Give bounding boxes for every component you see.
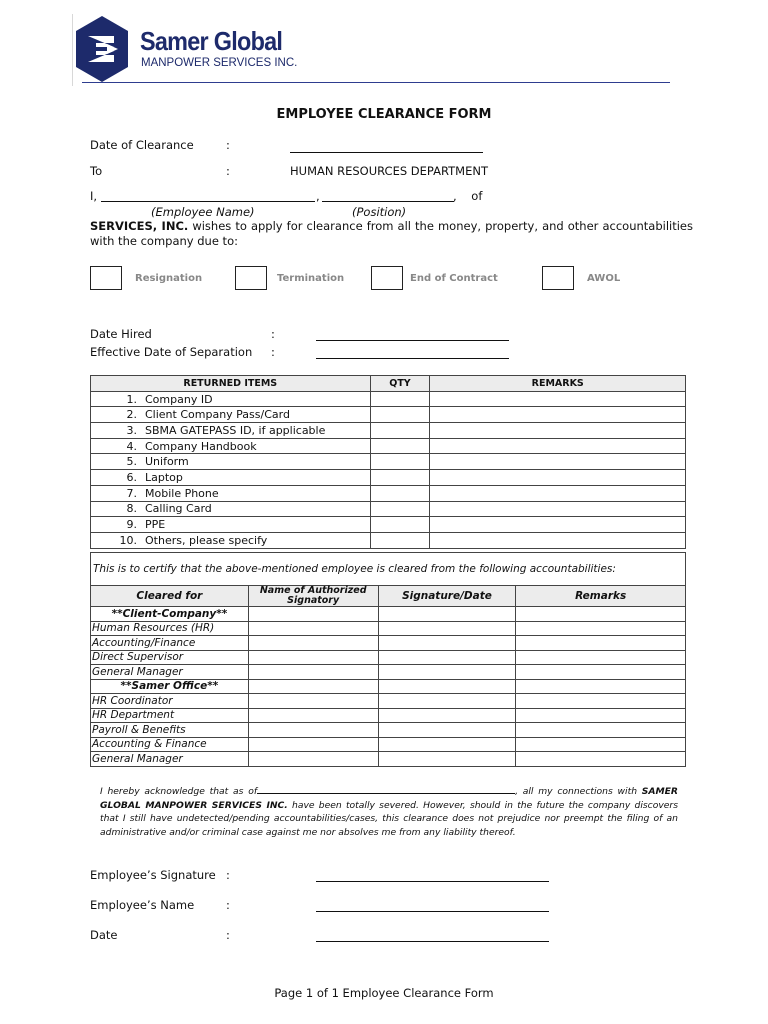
certification-statement-row [91,553,686,586]
position-line[interactable] [322,201,454,202]
certification-table [90,552,686,767]
cleared-for-label: Accounting/Finance [91,636,249,651]
signature-cell[interactable] [378,694,516,709]
qty-cell[interactable] [370,485,430,501]
signatory-cell[interactable] [248,679,378,694]
qty-cell[interactable] [370,532,430,548]
reason-label-termination: Termination [277,273,345,284]
item-label: Company ID [145,392,213,406]
employee-signature-line[interactable] [316,881,549,882]
item-number: 3. [126,423,137,437]
to-value: HUMAN RESOURCES DEPARTMENT [290,164,488,178]
colon: : [271,345,275,359]
date-label: Date [90,928,118,942]
remarks-cell[interactable] [430,407,686,423]
item-number: 9. [126,518,137,532]
cleared-for-group: **Samer Office** [91,679,249,694]
remarks-cell[interactable] [430,423,686,439]
services-rest: wishes to apply for clearance from all the money, property, and other accountabilities with the company due to: [90,219,693,248]
colon: : [226,898,230,912]
date-of-clearance-line[interactable] [290,152,483,153]
remarks-cell[interactable] [430,501,686,517]
checkbox-resignation[interactable] [90,266,122,290]
table-row [91,752,686,767]
cleared-for-label: Accounting & Finance [91,737,249,752]
signatory-cell[interactable] [248,752,378,767]
item-number: 4. [126,439,137,453]
colon: : [226,138,230,152]
remarks-cell[interactable] [516,708,686,723]
header-signature-date: Signature/Date [378,586,516,607]
table-row [91,501,686,517]
qty-cell[interactable] [370,454,430,470]
ack-part3: have been totally severed. However, should in the future the company discovers that I still have undetected/pending accountabilities/cases, this clearance does not prejudice nor preempt the filing of an administrative and/or criminal case against me nor absolves me from any liability thereof. [100,799,678,838]
employee-name-label: Employee’s Name [90,898,195,912]
date-hired-line[interactable] [316,340,509,341]
company-logo-icon [74,14,130,84]
table-row [91,470,686,486]
services-bold: SERVICES, INC. [90,219,189,233]
certification-statement: This is to certify that the above-mentioned employee is cleared from the following accountabilities: [91,553,686,586]
reason-label-end-of-contract: End of Contract [410,273,498,284]
table-row [91,423,686,439]
header-authorized-signatory: Name of Authorized Signatory [248,586,378,607]
qty-cell[interactable] [370,407,430,423]
ack-company-bold: SAMER GLOBAL MANPOWER SERVICES INC. [100,786,679,811]
header-rule [82,82,670,83]
cleared-for-label: Human Resources (HR) [91,621,249,636]
colon: : [226,868,230,882]
qty-cell[interactable] [370,517,430,533]
colon: : [226,928,230,942]
table-row [91,485,686,501]
qty-cell[interactable] [370,470,430,486]
remarks-cell[interactable] [516,607,686,622]
item-label: Calling Card [145,502,212,516]
table-row [91,454,686,470]
signatory-cell[interactable] [248,650,378,665]
remarks-cell[interactable] [430,391,686,407]
remarks-cell[interactable] [430,532,686,548]
ack-part2: , all my connections with [515,786,638,797]
remarks-cell[interactable] [516,665,686,680]
table-row [91,532,686,548]
table-row [91,679,686,694]
table-row [91,407,686,423]
cleared-for-label: General Manager [91,665,249,680]
qty-cell[interactable] [370,438,430,454]
ack-date-line[interactable] [257,784,515,794]
item-label: Uniform [145,455,189,469]
item-number: 10. [119,533,137,547]
table-row [91,621,686,636]
signatory-cell[interactable] [248,737,378,752]
remarks-cell[interactable] [516,636,686,651]
table-row [91,391,686,407]
checkbox-awol[interactable] [542,266,574,290]
employee-name-sign-line[interactable] [316,911,549,912]
comma: , [316,189,320,203]
cleared-for-group: **Client-Company** [91,607,249,622]
cleared-for-label: General Manager [91,752,249,767]
cleared-for-label: HR Coordinator [91,694,249,709]
form-title: EMPLOYEE CLEARANCE FORM [276,107,492,122]
table-row [91,607,686,622]
signatory-cell[interactable] [248,607,378,622]
signature-cell[interactable] [378,752,516,767]
remarks-cell[interactable] [516,621,686,636]
qty-cell[interactable] [370,391,430,407]
item-number: 7. [126,486,137,500]
date-sign-line[interactable] [316,941,549,942]
signatory-cell[interactable] [248,694,378,709]
reason-label-resignation: Resignation [135,273,203,284]
item-number: 5. [126,455,137,469]
signatory-cell[interactable] [248,621,378,636]
item-label: Client Company Pass/Card [145,408,290,422]
table-row [91,438,686,454]
table-row [91,636,686,651]
header-returned-items: RETURNED ITEMS [91,376,371,392]
effective-separation-label: Effective Date of Separation [90,345,253,359]
remarks-cell[interactable] [516,650,686,665]
remarks-cell[interactable] [430,470,686,486]
header-remarks: REMARKS [430,376,686,392]
signatory-cell[interactable] [248,665,378,680]
signature-cell[interactable] [378,737,516,752]
of-text: , of [453,189,483,203]
cleared-for-label: Payroll & Benefits [91,723,249,738]
effective-separation-line[interactable] [316,358,509,359]
signature-cell[interactable] [378,621,516,636]
remarks-cell[interactable] [516,723,686,738]
acknowledgement-paragraph [100,784,678,839]
table-row [91,517,686,533]
item-number: 8. [126,502,137,516]
employee-name-line[interactable] [101,201,315,202]
header-qty: QTY [370,376,430,392]
header-divider-vertical [72,14,73,86]
remarks-cell[interactable] [430,485,686,501]
remarks-cell[interactable] [430,454,686,470]
table-row [91,665,686,680]
signature-cell[interactable] [378,708,516,723]
signature-cell[interactable] [378,679,516,694]
item-label: Laptop [145,470,183,484]
colon: : [271,327,275,341]
item-label: Others, please specify [145,533,268,547]
brand-name: Samer Global [140,26,283,56]
signature-cell[interactable] [378,636,516,651]
returned-items-header-row [91,376,686,392]
item-label: Mobile Phone [145,486,219,500]
header-remarks: Remarks [516,586,686,607]
item-number: 2. [126,408,137,422]
remarks-cell[interactable] [430,438,686,454]
date-of-clearance-label: Date of Clearance [90,138,194,152]
table-row [91,708,686,723]
cleared-for-label: Direct Supervisor [91,650,249,665]
qty-cell[interactable] [370,423,430,439]
table-row [91,737,686,752]
signature-cell[interactable] [378,650,516,665]
signature-cell[interactable] [378,723,516,738]
date-hired-label: Date Hired [90,327,152,341]
checkbox-termination[interactable] [235,266,267,290]
table-row [91,723,686,738]
remarks-cell[interactable] [430,517,686,533]
qty-cell[interactable] [370,501,430,517]
item-number: 6. [126,470,137,484]
table-row [91,650,686,665]
item-label: PPE [145,518,166,532]
position-caption: (Position) [352,205,407,219]
item-number: 1. [126,392,137,406]
employee-name-caption: (Employee Name) [151,205,255,219]
table-row [91,694,686,709]
item-label: Company Handbook [145,439,257,453]
header-cleared-for: Cleared for [91,586,249,607]
employee-signature-label: Employee’s Signature [90,868,216,882]
certification-header-row [91,586,686,607]
signature-cell[interactable] [378,607,516,622]
remarks-cell[interactable] [516,679,686,694]
signatory-cell[interactable] [248,708,378,723]
ack-part1: I hereby acknowledge that as of [100,786,258,797]
cleared-for-label: HR Department [91,708,249,723]
checkbox-end-of-contract[interactable] [371,266,403,290]
clearance-statement [90,219,693,249]
page-footer: Page 1 of 1 Employee Clearance Form [274,986,494,1000]
signatory-cell[interactable] [248,636,378,651]
to-label: To [90,164,103,178]
brand-subtitle: MANPOWER SERVICES INC. [141,57,298,69]
item-label: SBMA GATEPASS ID, if applicable [145,423,326,437]
returned-items-table [90,375,686,549]
signature-cell[interactable] [378,665,516,680]
signatory-cell[interactable] [248,723,378,738]
i-prefix: I, [90,189,98,203]
remarks-cell[interactable] [516,752,686,767]
remarks-cell[interactable] [516,694,686,709]
remarks-cell[interactable] [516,737,686,752]
colon: : [226,164,230,178]
reason-label-awol: AWOL [587,273,621,284]
